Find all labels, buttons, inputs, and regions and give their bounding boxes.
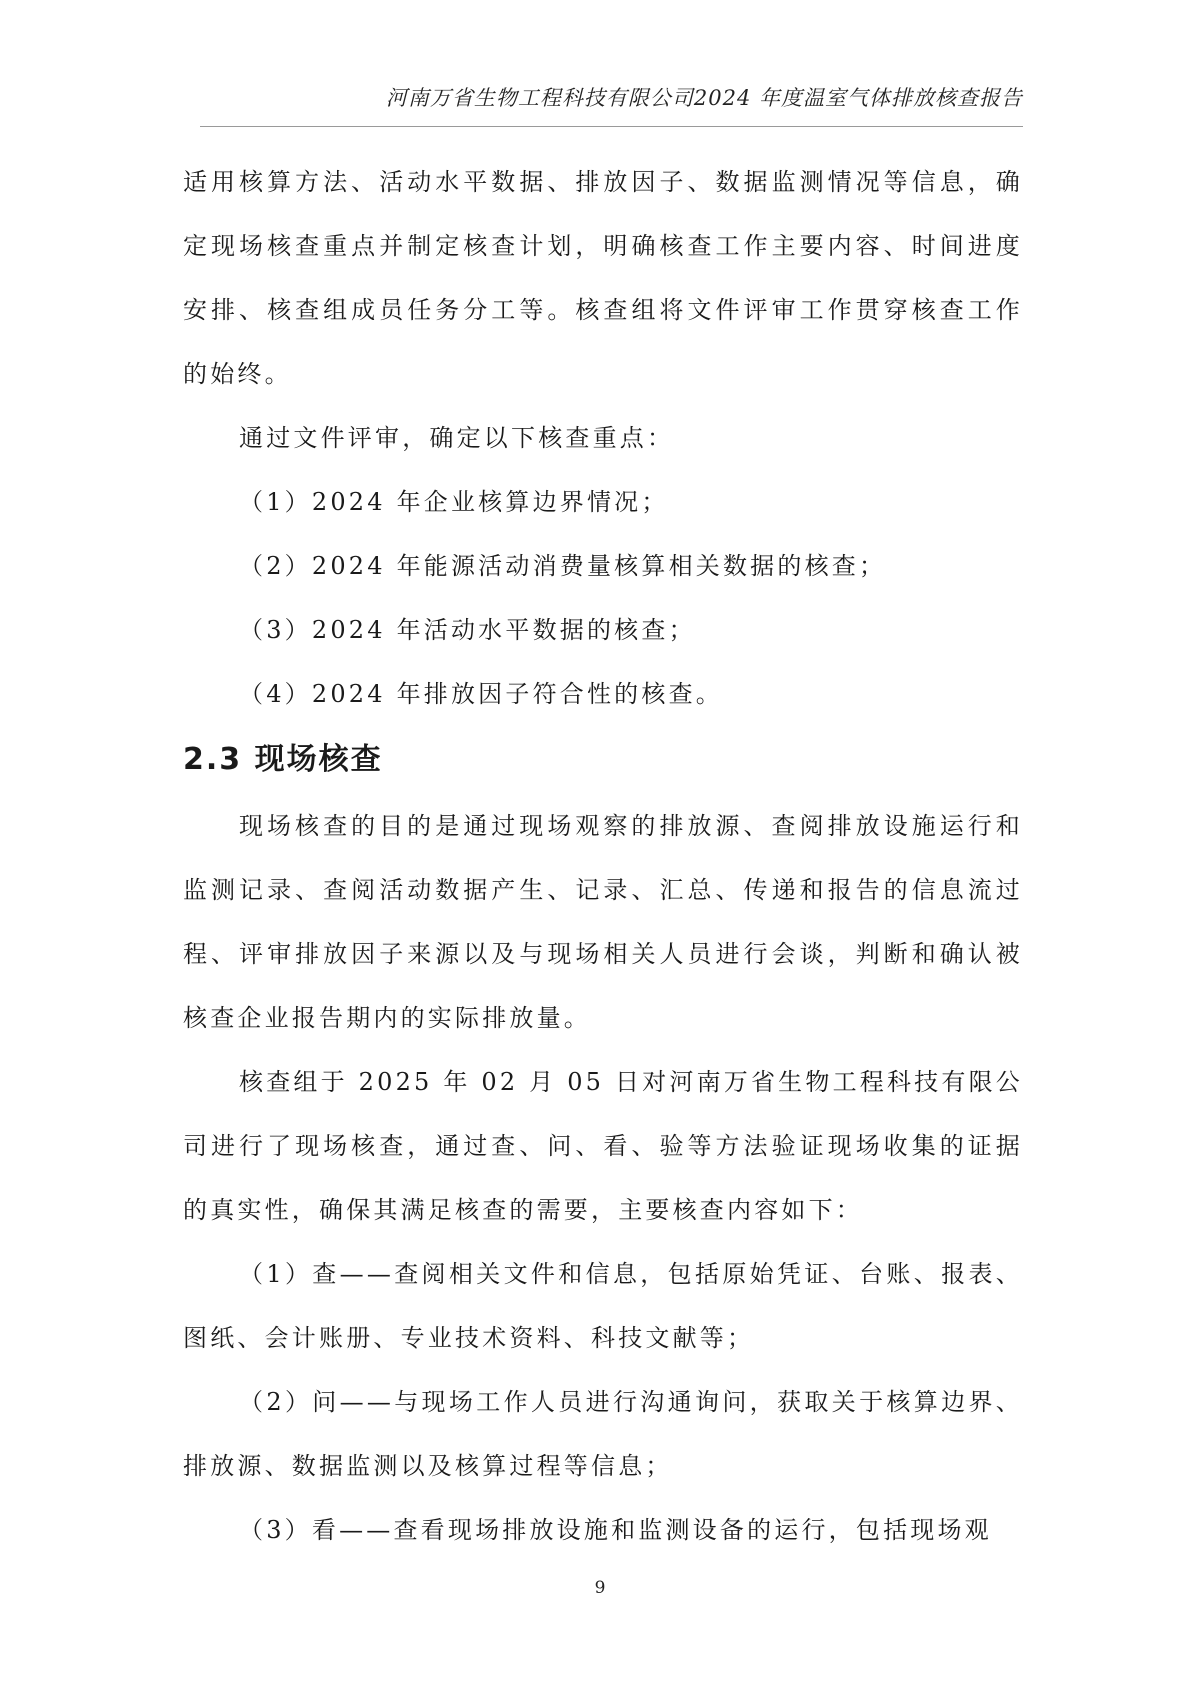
paragraph-check-interview: （2）问——与现场工作人员进行沟通询问，获取关于核算边界、排放源、数据监测以及核算过程等信息； bbox=[183, 1388, 1023, 1480]
paragraph-onsite-purpose: 现场核查的目的是通过现场观察的排放源、查阅排放设施运行和监测记录、查阅活动数据产生、记录、汇总、传递和报告的信息流过程、评审排放因子来源以及与现场相关人员进行会谈，判断和确认被核查企业报告期内的实际排放量。 bbox=[183, 812, 1023, 1032]
paragraph-review-intro: 通过文件评审，确定以下核查重点： bbox=[239, 424, 675, 452]
page-number: 9 bbox=[594, 1578, 606, 1598]
paragraph-document-review: 适用核算方法、活动水平数据、排放因子、数据监测情况等信息，确定现场核查重点并制定核查计划，明确核查工作主要内容、时间进度安排、核查组成员任务分工等。核查组将文件评审工作贯穿核查工作的始终。 bbox=[183, 168, 1023, 388]
report-title: 河南万省生物工程科技有限公司2024 年度温室气体排放核查报告 bbox=[385, 86, 1023, 110]
paragraph-check-documents: （1）查——查阅相关文件和信息，包括原始凭证、台账、报表、图纸、会计账册、专业技术资料、科技文献等； bbox=[183, 1260, 1023, 1352]
section-heading: 2.3 现场核查 bbox=[183, 742, 383, 777]
review-point-4: （4）2024 年排放因子符合性的核查。 bbox=[239, 680, 723, 708]
review-point-3: （3）2024 年活动水平数据的核查； bbox=[239, 616, 696, 644]
review-point-1: （1）2024 年企业核算边界情况； bbox=[239, 488, 669, 516]
review-point-2: （2）2024 年能源活动消费量核算相关数据的核查； bbox=[239, 552, 887, 580]
paragraph-check-observe: （3）看——查看现场排放设施和监测设备的运行，包括现场观 bbox=[239, 1516, 992, 1544]
document-body bbox=[183, 150, 1023, 1562]
page-header bbox=[200, 82, 1023, 127]
paragraph-onsite-date: 核查组于 2025 年 02 月 05 日对河南万省生物工程科技有限公司进行了现场核查，通过查、问、看、验等方法验证现场收集的证据的真实性，确保其满足核查的需要，主要核查内容如下： bbox=[183, 1068, 1023, 1224]
